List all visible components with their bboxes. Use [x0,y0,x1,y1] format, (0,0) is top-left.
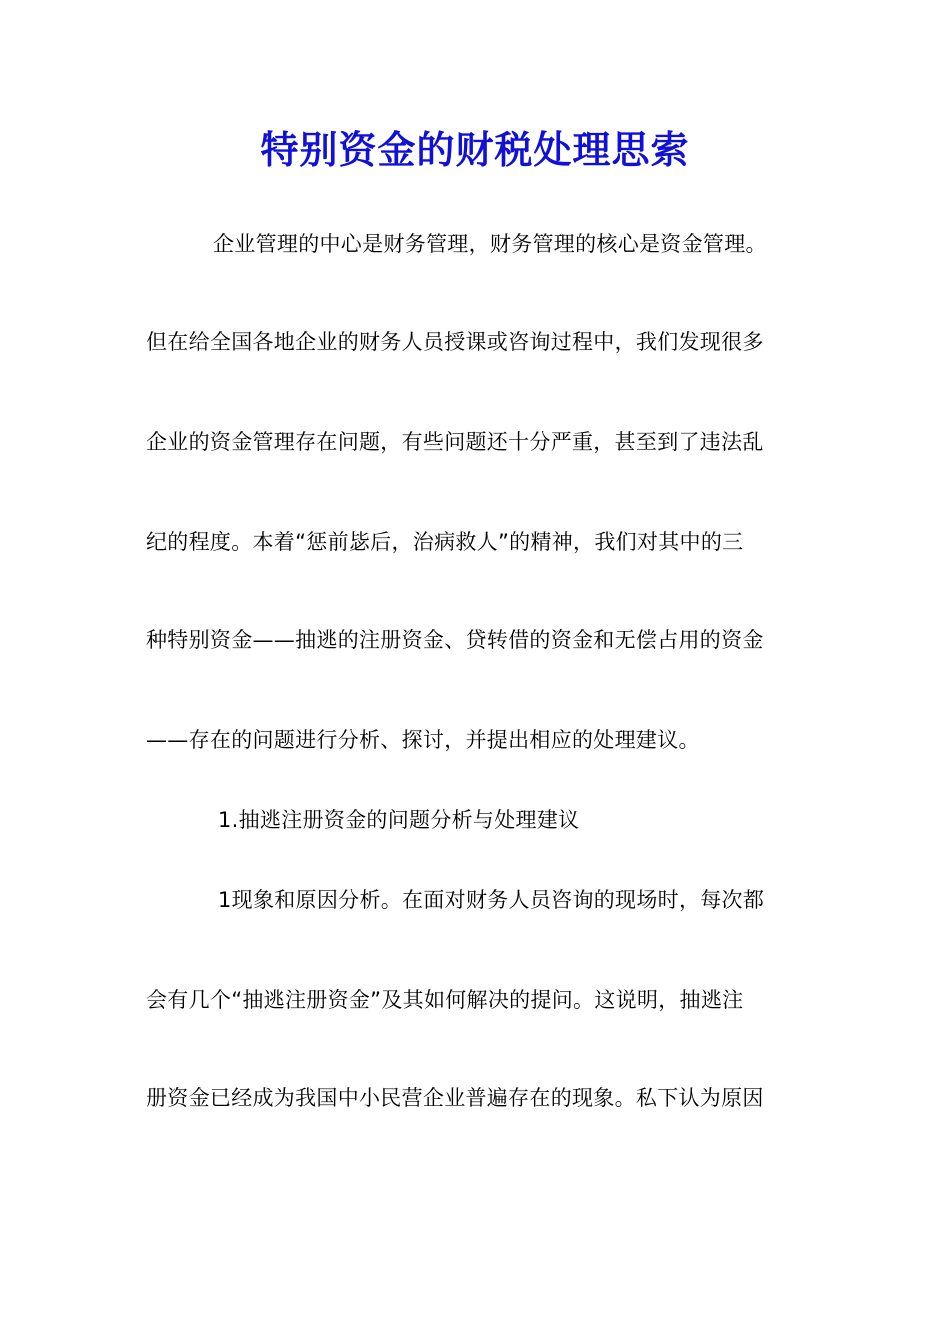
section-heading: 1.抽逃注册资金的问题分析与处理建议 [218,808,580,832]
paragraph-line: ——存在的问题进行分析、探讨，并提出相应的处理建议。 [146,728,700,752]
paragraph-line: 册资金已经成为我国中小民营企业普遍存在的现象。私下认为原因 [146,1086,764,1110]
document-title: 特别资金的财税处理思索 [260,127,690,172]
paragraph-line: 种特别资金——抽逃的注册资金、贷转借的资金和无偿占用的资金 [146,628,764,652]
paragraph-line: 企业管理的中心是财务管理，财务管理的核心是资金管理。 [213,232,767,256]
paragraph-line: 但在给全国各地企业的财务人员授课或咨询过程中，我们发现很多 [146,330,764,354]
paragraph-line: 1现象和原因分析。在面对财务人员咨询的现场时，每次都 [218,888,765,912]
paragraph-line: 会有几个“抽逃注册资金”及其如何解决的提问。这说明，抽逃注 [146,988,744,1012]
paragraph-line: 企业的资金管理存在问题，有些问题还十分严重，甚至到了违法乱 [146,430,764,454]
paragraph-line: 纪的程度。本着“惩前毖后，治病救人”的精神，我们对其中的三 [146,530,744,554]
